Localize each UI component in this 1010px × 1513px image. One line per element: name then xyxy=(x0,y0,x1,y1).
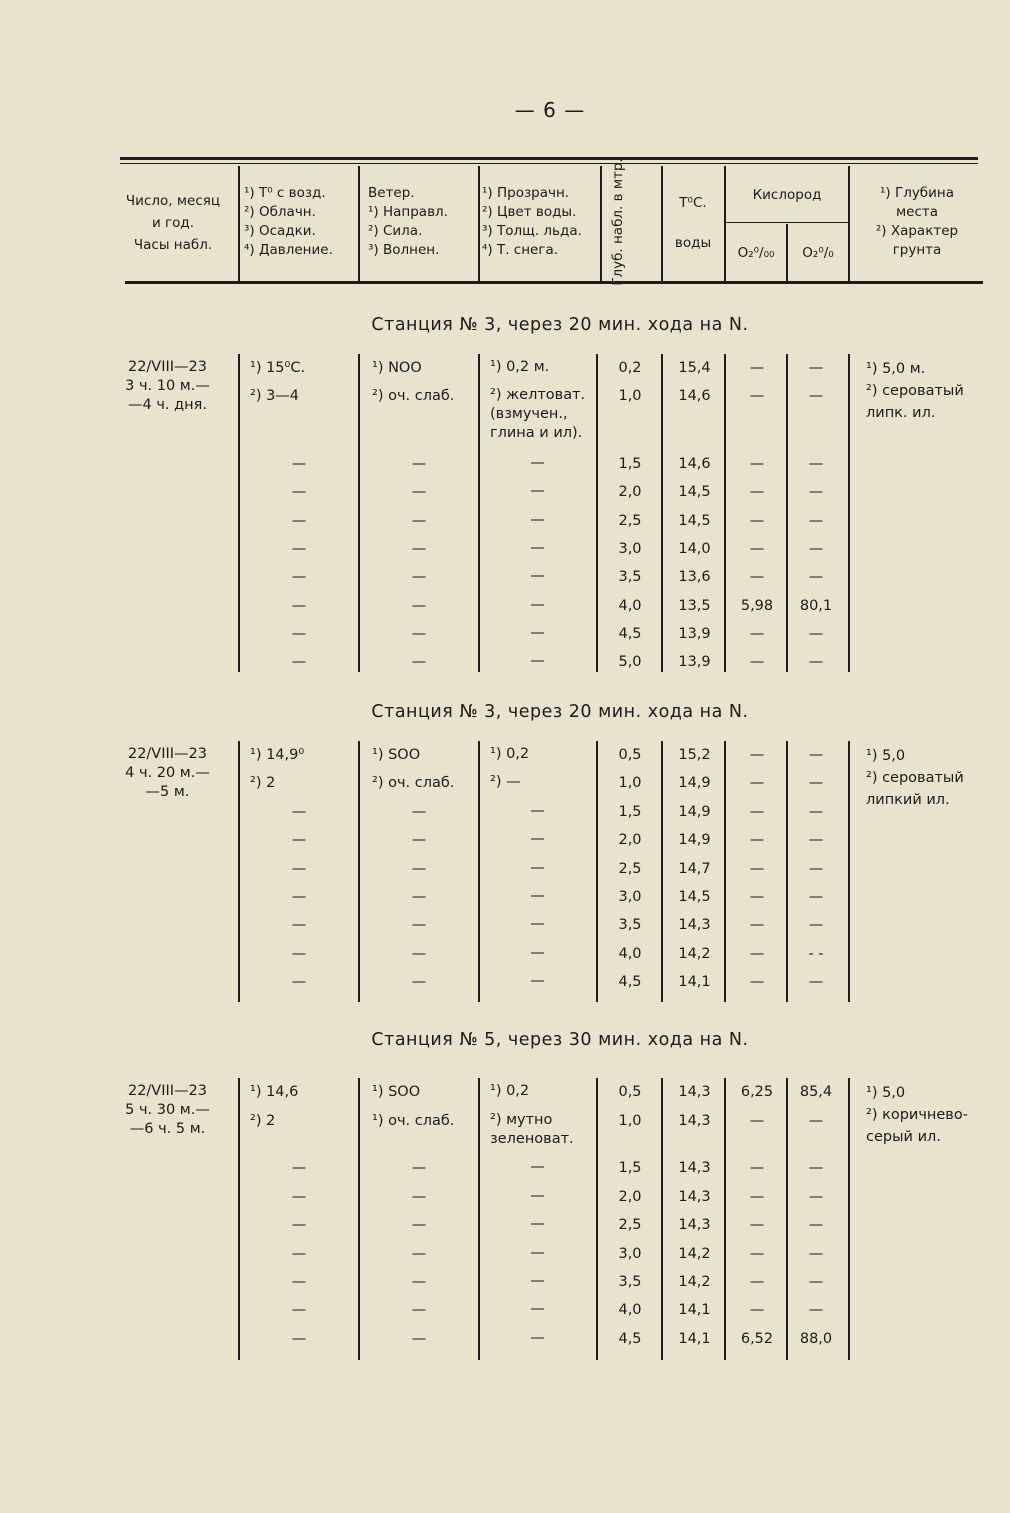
table-row xyxy=(0,652,1010,680)
wind-cell: ²) оч. слаб. xyxy=(372,775,455,791)
oxygen-percent-cell: 88,0 xyxy=(799,1331,833,1347)
depth-cell: 4,5 xyxy=(618,974,642,990)
oxygen-permille-cell: — xyxy=(749,1246,765,1262)
header-divider xyxy=(358,166,360,282)
air-cell: ²) 3—4 xyxy=(250,388,300,404)
depth-cell: 4,0 xyxy=(618,598,642,614)
oxygen-permille-cell: — xyxy=(749,1160,765,1176)
water-cell: — xyxy=(530,945,545,961)
temperature-cell: 14,9 xyxy=(678,832,711,848)
depth-cell: 3,5 xyxy=(618,917,642,933)
oxygen-permille-cell: 6,25 xyxy=(740,1084,774,1100)
wind-cell: — xyxy=(411,513,427,529)
water-cell: — xyxy=(530,597,545,613)
water-cell: — xyxy=(530,1273,545,1289)
oxygen-permille-cell: — xyxy=(749,946,765,962)
wind-cell: — xyxy=(411,456,427,472)
depth-cell: 1,5 xyxy=(618,1160,642,1176)
depth-cell: 1,0 xyxy=(618,388,642,404)
oxygen-permille-cell: — xyxy=(749,775,765,791)
header-divider xyxy=(724,166,726,282)
wind-cell: — xyxy=(411,974,427,990)
table-row xyxy=(0,358,1010,386)
water-cell: ¹) 0,2 xyxy=(490,746,530,762)
ground-description: ¹) 5,0 ²) коричнево- серый ил. xyxy=(866,1085,968,1145)
oxygen-percent-cell: — xyxy=(808,513,824,529)
station-title: Станция № 3, через 20 мин. хода на N. xyxy=(371,702,749,722)
oxygen-permille-cell: — xyxy=(749,513,765,529)
depth-cell: 3,0 xyxy=(618,541,642,557)
wind-cell: — xyxy=(411,1274,427,1290)
air-cell: ¹) 14,6 xyxy=(250,1084,299,1100)
table-row xyxy=(0,454,1010,482)
header-ground: ¹) Глубина места ²) Характер грунта xyxy=(875,185,959,258)
header-bottom-rule xyxy=(125,281,983,284)
oxygen-percent-cell: — xyxy=(808,626,824,642)
station-title: Станция № 5, через 30 мин. хода на N. xyxy=(371,1030,749,1050)
header-divider xyxy=(848,166,850,282)
temperature-cell: 14,3 xyxy=(678,1160,711,1176)
oxygen-percent-cell: — xyxy=(808,654,824,670)
oxygen-permille-cell: 6,52 xyxy=(740,1331,774,1347)
table-row xyxy=(0,830,1010,858)
oxygen-permille-cell: 5,98 xyxy=(740,598,774,614)
temperature-cell: 14,7 xyxy=(678,861,711,877)
observation-date: 22/VIII—23 4 ч. 20 м.— —5 м. xyxy=(125,746,210,800)
air-cell: — xyxy=(291,598,307,614)
table-row xyxy=(0,1329,1010,1357)
ground-description: ¹) 5,0 ²) сероватый липкий ил. xyxy=(866,748,964,808)
depth-cell: 3,5 xyxy=(618,569,642,585)
wind-cell: — xyxy=(411,541,427,557)
table-row xyxy=(0,539,1010,567)
header-oxygen: Кислород xyxy=(752,187,822,203)
oxygen-percent-cell: — xyxy=(808,1113,824,1129)
wind-cell: — xyxy=(411,1331,427,1347)
table-row xyxy=(0,972,1010,1000)
air-cell: — xyxy=(291,1274,307,1290)
table-row xyxy=(0,1158,1010,1186)
depth-cell: 2,5 xyxy=(618,513,642,529)
temperature-cell: 14,3 xyxy=(678,1084,711,1100)
depth-cell: 1,5 xyxy=(618,804,642,820)
oxygen-percent-cell: — xyxy=(808,974,824,990)
water-cell: — xyxy=(530,803,545,819)
temperature-cell: 15,2 xyxy=(678,747,711,763)
water-cell: — xyxy=(530,625,545,641)
table-row xyxy=(0,1272,1010,1300)
depth-cell: 2,0 xyxy=(618,1189,642,1205)
wind-cell: — xyxy=(411,1246,427,1262)
water-cell: — xyxy=(530,455,545,471)
depth-cell: 4,5 xyxy=(618,1331,642,1347)
water-cell: ¹) 0,2 м. xyxy=(490,359,550,375)
temperature-cell: 14,1 xyxy=(678,974,711,990)
water-cell: — xyxy=(530,512,545,528)
oxygen-permille-cell: — xyxy=(749,569,765,585)
header-date: Число, месяц и год. Часы набл. xyxy=(125,193,221,253)
temperature-cell: 13,5 xyxy=(678,598,711,614)
table-row xyxy=(0,1082,1010,1110)
oxygen-permille-cell: — xyxy=(749,541,765,557)
header-top-rule-thin xyxy=(120,163,978,164)
depth-cell: 1,5 xyxy=(618,456,642,472)
table-row xyxy=(0,859,1010,887)
wind-cell: ¹) SOO xyxy=(372,747,421,763)
header-o2-percent: O₂⁰/₀ xyxy=(802,245,834,261)
air-cell: ²) 2 xyxy=(250,775,276,791)
depth-cell: 2,5 xyxy=(618,1217,642,1233)
air-cell: — xyxy=(291,974,307,990)
wind-cell: — xyxy=(411,626,427,642)
header-weather: ¹) T⁰ с возд. ²) Облачн. ³) Осадки. ⁴) Давление. xyxy=(244,185,333,258)
table-row xyxy=(0,1244,1010,1272)
temperature-cell: 13,6 xyxy=(678,569,711,585)
air-cell: — xyxy=(291,1160,307,1176)
depth-cell: 0,5 xyxy=(618,747,642,763)
wind-cell: — xyxy=(411,1217,427,1233)
oxygen-percent-cell: — xyxy=(808,1246,824,1262)
oxygen-permille-cell: — xyxy=(749,456,765,472)
temperature-cell: 14,1 xyxy=(678,1331,711,1347)
table-row xyxy=(0,1187,1010,1215)
air-cell: — xyxy=(291,513,307,529)
oxygen-permille-cell: — xyxy=(749,917,765,933)
depth-cell: 4,0 xyxy=(618,1302,642,1318)
depth-cell: 4,5 xyxy=(618,626,642,642)
water-cell: ²) желтоват. (взмучен., глина и ил). xyxy=(490,387,586,441)
oxygen-percent-cell: — xyxy=(808,1217,824,1233)
depth-cell: 5,0 xyxy=(618,654,642,670)
air-cell: — xyxy=(291,861,307,877)
oxygen-percent-cell: — xyxy=(808,747,824,763)
oxygen-subrule xyxy=(724,222,848,223)
temperature-cell: 14,3 xyxy=(678,1217,711,1233)
oxygen-permille-cell: — xyxy=(749,484,765,500)
water-cell: — xyxy=(530,860,545,876)
air-cell: ¹) 14,9⁰ xyxy=(250,747,305,763)
depth-cell: 2,5 xyxy=(618,861,642,877)
wind-cell: — xyxy=(411,484,427,500)
oxygen-permille-cell: — xyxy=(749,804,765,820)
air-cell: — xyxy=(291,832,307,848)
oxygen-permille-cell: — xyxy=(749,832,765,848)
observation-date: 22/VIII—23 5 ч. 30 м.— —6 ч. 5 м. xyxy=(125,1083,210,1137)
temperature-cell: 14,5 xyxy=(678,889,711,905)
wind-cell: — xyxy=(411,804,427,820)
wind-cell: — xyxy=(411,832,427,848)
water-cell: — xyxy=(530,1245,545,1261)
depth-cell: 3,0 xyxy=(618,889,642,905)
oxygen-permille-cell: — xyxy=(749,626,765,642)
temperature-cell: 14,5 xyxy=(678,484,711,500)
temperature-cell: 14,9 xyxy=(678,804,711,820)
header-depth-text: Глуб. набл. в мтр. xyxy=(610,158,626,286)
oxygen-permille-cell: — xyxy=(749,861,765,877)
air-cell: ²) 2 xyxy=(250,1113,276,1129)
water-cell: — xyxy=(530,916,545,932)
wind-cell: — xyxy=(411,569,427,585)
table-row xyxy=(0,915,1010,943)
water-cell: — xyxy=(530,1216,545,1232)
wind-cell: — xyxy=(411,1302,427,1318)
station-title: Станция № 3, через 20 мин. хода на N. xyxy=(371,315,749,335)
oxygen-percent-cell: — xyxy=(808,1189,824,1205)
table-row xyxy=(0,596,1010,624)
oxygen-permille-cell: — xyxy=(749,1302,765,1318)
air-cell: — xyxy=(291,946,307,962)
water-cell: ²) мутно зеленоват. xyxy=(490,1112,574,1147)
ground-description: ¹) 5,0 м. ²) сероватый липк. ил. xyxy=(866,361,964,421)
oxygen-percent-cell: — xyxy=(808,832,824,848)
oxygen-percent-cell: — xyxy=(808,484,824,500)
table-row xyxy=(0,482,1010,510)
temperature-cell: 14,3 xyxy=(678,917,711,933)
oxygen-percent-cell: - - xyxy=(808,946,824,962)
wind-cell: ²) оч. слаб. xyxy=(372,388,455,404)
water-cell: — xyxy=(530,973,545,989)
oxygen-percent-cell: — xyxy=(808,456,824,472)
header-temp-water: воды xyxy=(674,235,712,251)
oxygen-permille-cell: — xyxy=(749,747,765,763)
table-row xyxy=(0,567,1010,595)
oxygen-percent-cell: — xyxy=(808,1274,824,1290)
table-row xyxy=(0,802,1010,830)
temperature-cell: 14,2 xyxy=(678,946,711,962)
temperature-cell: 14,2 xyxy=(678,1246,711,1262)
oxygen-percent-cell: — xyxy=(808,1160,824,1176)
depth-cell: 0,5 xyxy=(618,1084,642,1100)
depth-cell: 1,0 xyxy=(618,1113,642,1129)
water-cell: — xyxy=(530,1159,545,1175)
oxygen-percent-cell: — xyxy=(808,861,824,877)
wind-cell: — xyxy=(411,598,427,614)
table-row xyxy=(0,745,1010,773)
temperature-cell: 14,9 xyxy=(678,775,711,791)
temperature-cell: 14,2 xyxy=(678,1274,711,1290)
wind-cell: ¹) SOO xyxy=(372,1084,421,1100)
table-row xyxy=(0,511,1010,539)
water-cell: — xyxy=(530,1188,545,1204)
table-row xyxy=(0,773,1010,801)
oxygen-permille-cell: — xyxy=(749,1113,765,1129)
wind-cell: — xyxy=(411,654,427,670)
oxygen-permille-cell: — xyxy=(749,360,765,376)
temperature-cell: 13,9 xyxy=(678,654,711,670)
water-cell: — xyxy=(530,540,545,556)
air-cell: ¹) 15⁰C. xyxy=(250,360,306,376)
water-cell: ²) — xyxy=(490,774,521,790)
wind-cell: — xyxy=(411,1189,427,1205)
air-cell: — xyxy=(291,1217,307,1233)
temperature-cell: 15,4 xyxy=(678,360,711,376)
water-cell: — xyxy=(530,1330,545,1346)
table-row xyxy=(0,944,1010,972)
oxygen-permille-cell: — xyxy=(749,1274,765,1290)
header-o2-permille: O₂⁰/₀₀ xyxy=(737,245,775,261)
depth-cell: 3,5 xyxy=(618,1274,642,1290)
temperature-cell: 14,5 xyxy=(678,513,711,529)
table-row xyxy=(0,887,1010,915)
oxygen-percent-cell: — xyxy=(808,569,824,585)
table-row xyxy=(0,624,1010,652)
air-cell: — xyxy=(291,1189,307,1205)
header-divider xyxy=(478,166,480,282)
header-temp: T⁰C. xyxy=(679,195,707,211)
table-row xyxy=(0,1215,1010,1243)
wind-cell: — xyxy=(411,917,427,933)
oxygen-percent-cell: — xyxy=(808,1302,824,1318)
temperature-cell: 14,6 xyxy=(678,388,711,404)
water-cell: — xyxy=(530,1301,545,1317)
oxygen-percent-cell: — xyxy=(808,388,824,404)
depth-cell: 2,0 xyxy=(618,484,642,500)
temperature-cell: 13,9 xyxy=(678,626,711,642)
header-divider xyxy=(661,166,663,282)
air-cell: — xyxy=(291,917,307,933)
temperature-cell: 14,3 xyxy=(678,1189,711,1205)
depth-cell: 4,0 xyxy=(618,946,642,962)
wind-cell: — xyxy=(411,946,427,962)
header-wind: Ветер. ¹) Направл. ²) Сила. ³) Волнен. xyxy=(368,185,448,258)
air-cell: — xyxy=(291,804,307,820)
air-cell: — xyxy=(291,456,307,472)
oxygen-permille-cell: — xyxy=(749,388,765,404)
header-depth xyxy=(603,158,633,286)
depth-cell: 1,0 xyxy=(618,775,642,791)
oxygen-percent-cell: — xyxy=(808,917,824,933)
header-top-rule xyxy=(120,157,978,160)
oxygen-permille-cell: — xyxy=(749,974,765,990)
oxygen-permille-cell: — xyxy=(749,1217,765,1233)
oxygen-percent-cell: — xyxy=(808,889,824,905)
temperature-cell: 14,0 xyxy=(678,541,711,557)
air-cell: — xyxy=(291,1331,307,1347)
wind-cell: — xyxy=(411,1160,427,1176)
oxygen-percent-cell: — xyxy=(808,360,824,376)
air-cell: — xyxy=(291,569,307,585)
page-number: — 6 — xyxy=(514,98,586,122)
oxygen-percent-cell: 80,1 xyxy=(799,598,833,614)
depth-cell: 3,0 xyxy=(618,1246,642,1262)
table-row xyxy=(0,1300,1010,1328)
air-cell: — xyxy=(291,484,307,500)
air-cell: — xyxy=(291,1302,307,1318)
header-water: ¹) Прозрачн. ²) Цвет воды. ³) Толщ. льда. ⁴) Т. снега. xyxy=(482,185,582,258)
water-cell: — xyxy=(530,568,545,584)
depth-cell: 2,0 xyxy=(618,832,642,848)
header-divider xyxy=(600,166,602,282)
air-cell: — xyxy=(291,654,307,670)
oxygen-percent-cell: 85,4 xyxy=(799,1084,833,1100)
temperature-cell: 14,1 xyxy=(678,1302,711,1318)
air-cell: — xyxy=(291,626,307,642)
air-cell: — xyxy=(291,1246,307,1262)
air-cell: — xyxy=(291,541,307,557)
temperature-cell: 14,3 xyxy=(678,1113,711,1129)
observation-date: 22/VIII—23 3 ч. 10 м.— —4 ч. дня. xyxy=(125,359,210,413)
header-divider xyxy=(238,166,240,282)
water-cell: — xyxy=(530,653,545,669)
oxygen-permille-cell: — xyxy=(749,889,765,905)
wind-cell: — xyxy=(411,889,427,905)
oxygen-percent-cell: — xyxy=(808,775,824,791)
water-cell: — xyxy=(530,483,545,499)
oxygen-permille-cell: — xyxy=(749,1189,765,1205)
temperature-cell: 14,6 xyxy=(678,456,711,472)
wind-cell: ¹) оч. слаб. xyxy=(372,1113,455,1129)
air-cell: — xyxy=(291,889,307,905)
oxygen-percent-cell: — xyxy=(808,541,824,557)
wind-cell: — xyxy=(411,861,427,877)
wind-cell: ¹) NOO xyxy=(372,360,422,376)
water-cell: ¹) 0,2 xyxy=(490,1083,530,1099)
water-cell: — xyxy=(530,831,545,847)
oxygen-percent-cell: — xyxy=(808,804,824,820)
depth-cell: 0,2 xyxy=(618,360,642,376)
water-cell: — xyxy=(530,888,545,904)
oxygen-permille-cell: — xyxy=(749,654,765,670)
